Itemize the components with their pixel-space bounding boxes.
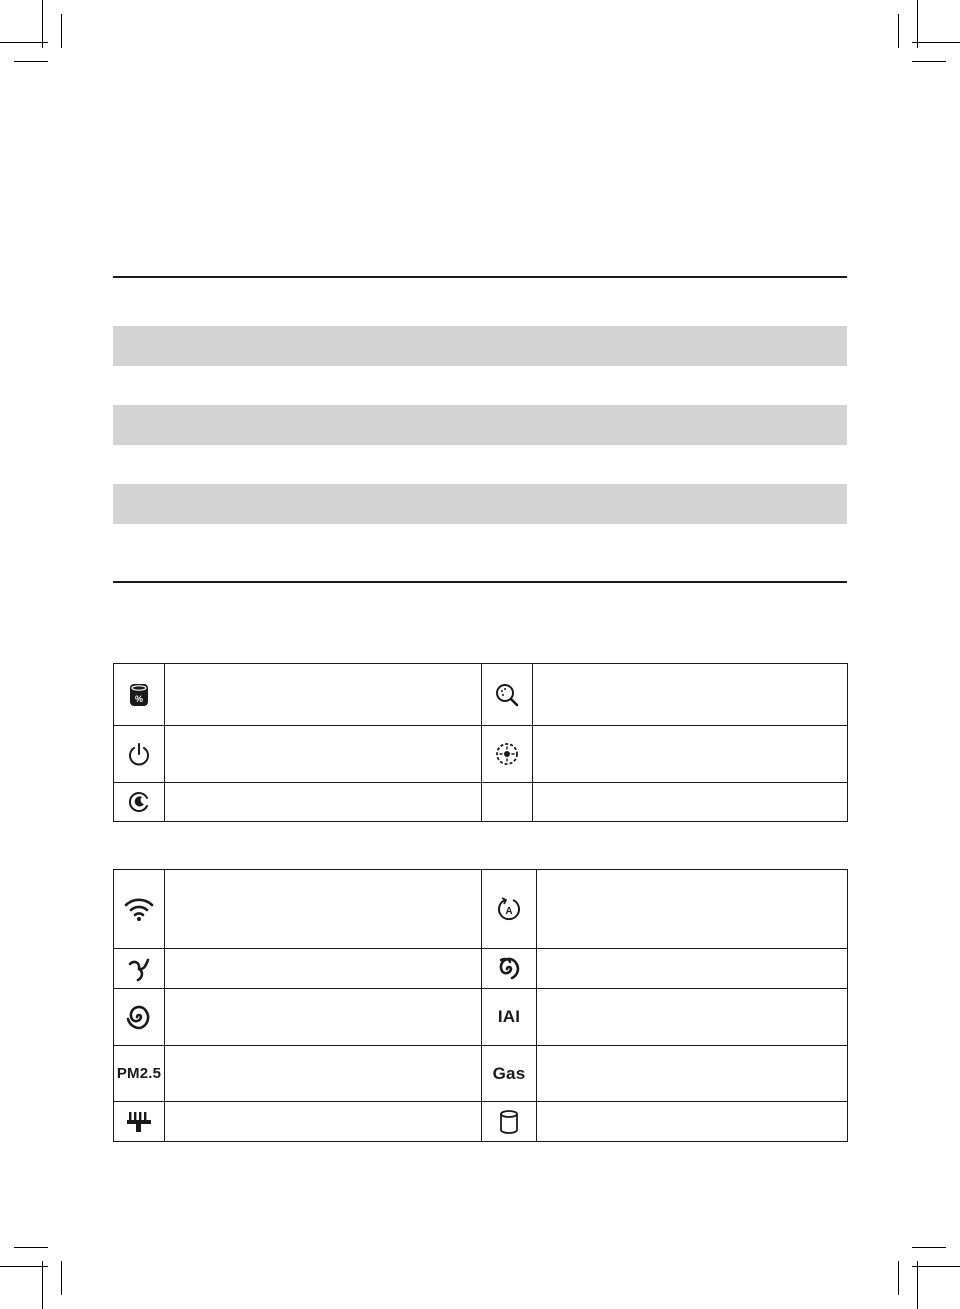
table-cell-text xyxy=(537,1102,848,1142)
table-cell-text xyxy=(537,1046,848,1102)
filter-percent-icon xyxy=(114,664,165,726)
section-rule-bottom xyxy=(113,581,847,583)
grey-band-2 xyxy=(113,405,847,445)
svg-text:%: % xyxy=(134,693,144,704)
gas-icon xyxy=(482,1046,537,1102)
crop-mark xyxy=(912,42,960,43)
table-row xyxy=(114,949,848,989)
table-cell-text xyxy=(165,1046,482,1102)
pm25-icon xyxy=(114,1046,165,1102)
crop-mark xyxy=(0,42,48,43)
table-row xyxy=(114,1102,848,1142)
crop-mark xyxy=(898,1261,899,1295)
pm25-label: PM2.5 xyxy=(116,1064,162,1082)
section-rule-top xyxy=(113,276,847,278)
table-cell-text xyxy=(165,1102,482,1142)
empty-icon-cell xyxy=(482,783,533,822)
table-cell-text xyxy=(533,726,848,783)
fan-speed-turbo-icon xyxy=(114,989,165,1046)
crop-mark xyxy=(898,14,899,48)
table-row xyxy=(114,664,848,726)
crop-mark xyxy=(917,1261,918,1309)
iai-label: IAI xyxy=(497,1007,521,1026)
table-cell-text xyxy=(165,949,482,989)
table-row xyxy=(114,989,848,1046)
table-cell-text xyxy=(165,726,482,783)
table-cell-text xyxy=(537,989,848,1046)
table-row xyxy=(114,1046,848,1102)
control-panel-table xyxy=(113,663,848,822)
table-cell-text xyxy=(165,870,482,949)
indicator-panel-table xyxy=(113,869,848,1142)
table-row xyxy=(114,783,848,822)
filter-cylinder-icon xyxy=(482,1102,537,1142)
crop-mark xyxy=(912,61,946,62)
fan-speed-1-icon xyxy=(114,949,165,989)
crop-mark xyxy=(14,61,48,62)
power-icon xyxy=(114,726,165,783)
crop-mark xyxy=(42,1261,43,1309)
auto-mode-icon xyxy=(482,870,537,949)
wifi-icon xyxy=(114,870,165,949)
crop-mark xyxy=(917,0,918,48)
crop-mark xyxy=(912,1247,946,1248)
table-cell-text xyxy=(165,989,482,1046)
prefilter-icon xyxy=(114,1102,165,1142)
table-cell-text xyxy=(533,783,848,822)
light-dimmer-icon xyxy=(482,726,533,783)
crop-mark xyxy=(61,1261,62,1295)
table-cell-text xyxy=(165,664,482,726)
table-row xyxy=(114,870,848,949)
table-cell-text xyxy=(537,870,848,949)
gas-label: Gas xyxy=(492,1063,526,1083)
svg-text:A: A xyxy=(505,906,513,917)
crop-mark xyxy=(0,1266,48,1267)
table-cell-text xyxy=(537,949,848,989)
crop-mark xyxy=(14,1247,48,1248)
crop-mark xyxy=(42,0,43,48)
sleep-mode-icon xyxy=(114,783,165,822)
crop-mark xyxy=(912,1266,960,1267)
grey-band-1 xyxy=(113,326,847,366)
magnifier-icon xyxy=(482,664,533,726)
iai-icon xyxy=(482,989,537,1046)
table-cell-text xyxy=(533,664,848,726)
fan-speed-2-icon xyxy=(482,949,537,989)
grey-band-3 xyxy=(113,484,847,524)
table-row xyxy=(114,726,848,783)
crop-mark xyxy=(61,14,62,48)
table-cell-text xyxy=(165,783,482,822)
